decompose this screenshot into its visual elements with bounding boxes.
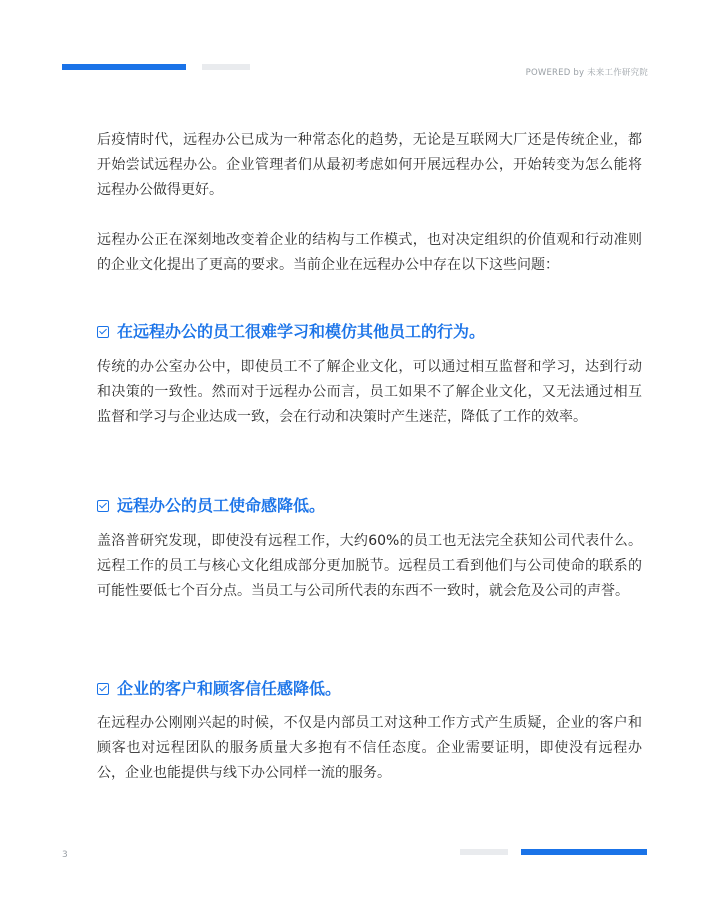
intro-paragraph-1 xyxy=(97,128,642,203)
checkbox-icon xyxy=(97,683,109,695)
section-heading-3-text: 企业的客户和顾客信任感降低。 xyxy=(117,679,342,698)
footer-accent-bar xyxy=(521,849,647,855)
section-heading-3 xyxy=(97,679,657,699)
section-body-1 xyxy=(97,355,642,430)
powered-by-label: POWERED by 未来工作研究院 xyxy=(525,68,648,78)
section-heading-1 xyxy=(97,322,657,342)
intro-paragraph-2 xyxy=(97,228,642,278)
checkbox-icon xyxy=(97,326,109,338)
intro-text-1: 后疫情时代，远程办公已成为一种常态化的趋势，无论是互联网大厂还是传统企业，都开始尝试远程办公。企业管理者们从最初考虑如何开展远程办公，开始转变为怎么能将远程办公做得更好。 xyxy=(97,132,642,198)
header-accent-bar xyxy=(62,64,186,70)
checkbox-icon xyxy=(97,500,109,512)
section-body-3 xyxy=(97,711,642,786)
section-body-2 xyxy=(97,529,642,604)
section-body-1-text: 传统的办公室办公中，即使员工不了解企业文化，可以通过相互监督和学习，达到行动和决策的一致性。然而对于远程办公而言，员工如果不了解企业文化，又无法通过相互监督和学习与企业达成一致，会在行动和决策时产生迷茫，降低了工作的效率。 xyxy=(97,359,642,425)
section-heading-2-text: 远程办公的员工使命感降低。 xyxy=(117,496,326,515)
section-heading-1-text: 在远程办公的员工很难学习和模仿其他员工的行为。 xyxy=(117,322,486,341)
section-body-3-text: 在远程办公刚刚兴起的时候，不仅是内部员工对这种工作方式产生质疑，企业的客户和顾客也对远程团队的服务质量大多抱有不信任态度。企业需要证明，即使没有远程办公，企业也能提供与线下办公同样一流的服务。 xyxy=(97,715,642,781)
section-body-2-text: 盖洛普研究发现，即使没有远程工作，大约60%的员工也无法完全获知公司代表什么。远程工作的员工与核心文化组成部分更加脱节。远程员工看到他们与公司使命的联系的可能性要低七个百分点。当员工与公司所代表的东西不一致时，就会危及公司的声誉。 xyxy=(97,533,642,599)
footer-muted-bar xyxy=(460,849,508,855)
section-heading-2 xyxy=(97,496,657,516)
intro-text-2: 远程办公正在深刻地改变着企业的结构与工作模式，也对决定组织的价值观和行动准则的企业文化提出了更高的要求。当前企业在远程办公中存在以下这些问题： xyxy=(97,232,642,273)
page-number: 3 xyxy=(62,850,68,860)
header-muted-bar xyxy=(202,64,250,70)
